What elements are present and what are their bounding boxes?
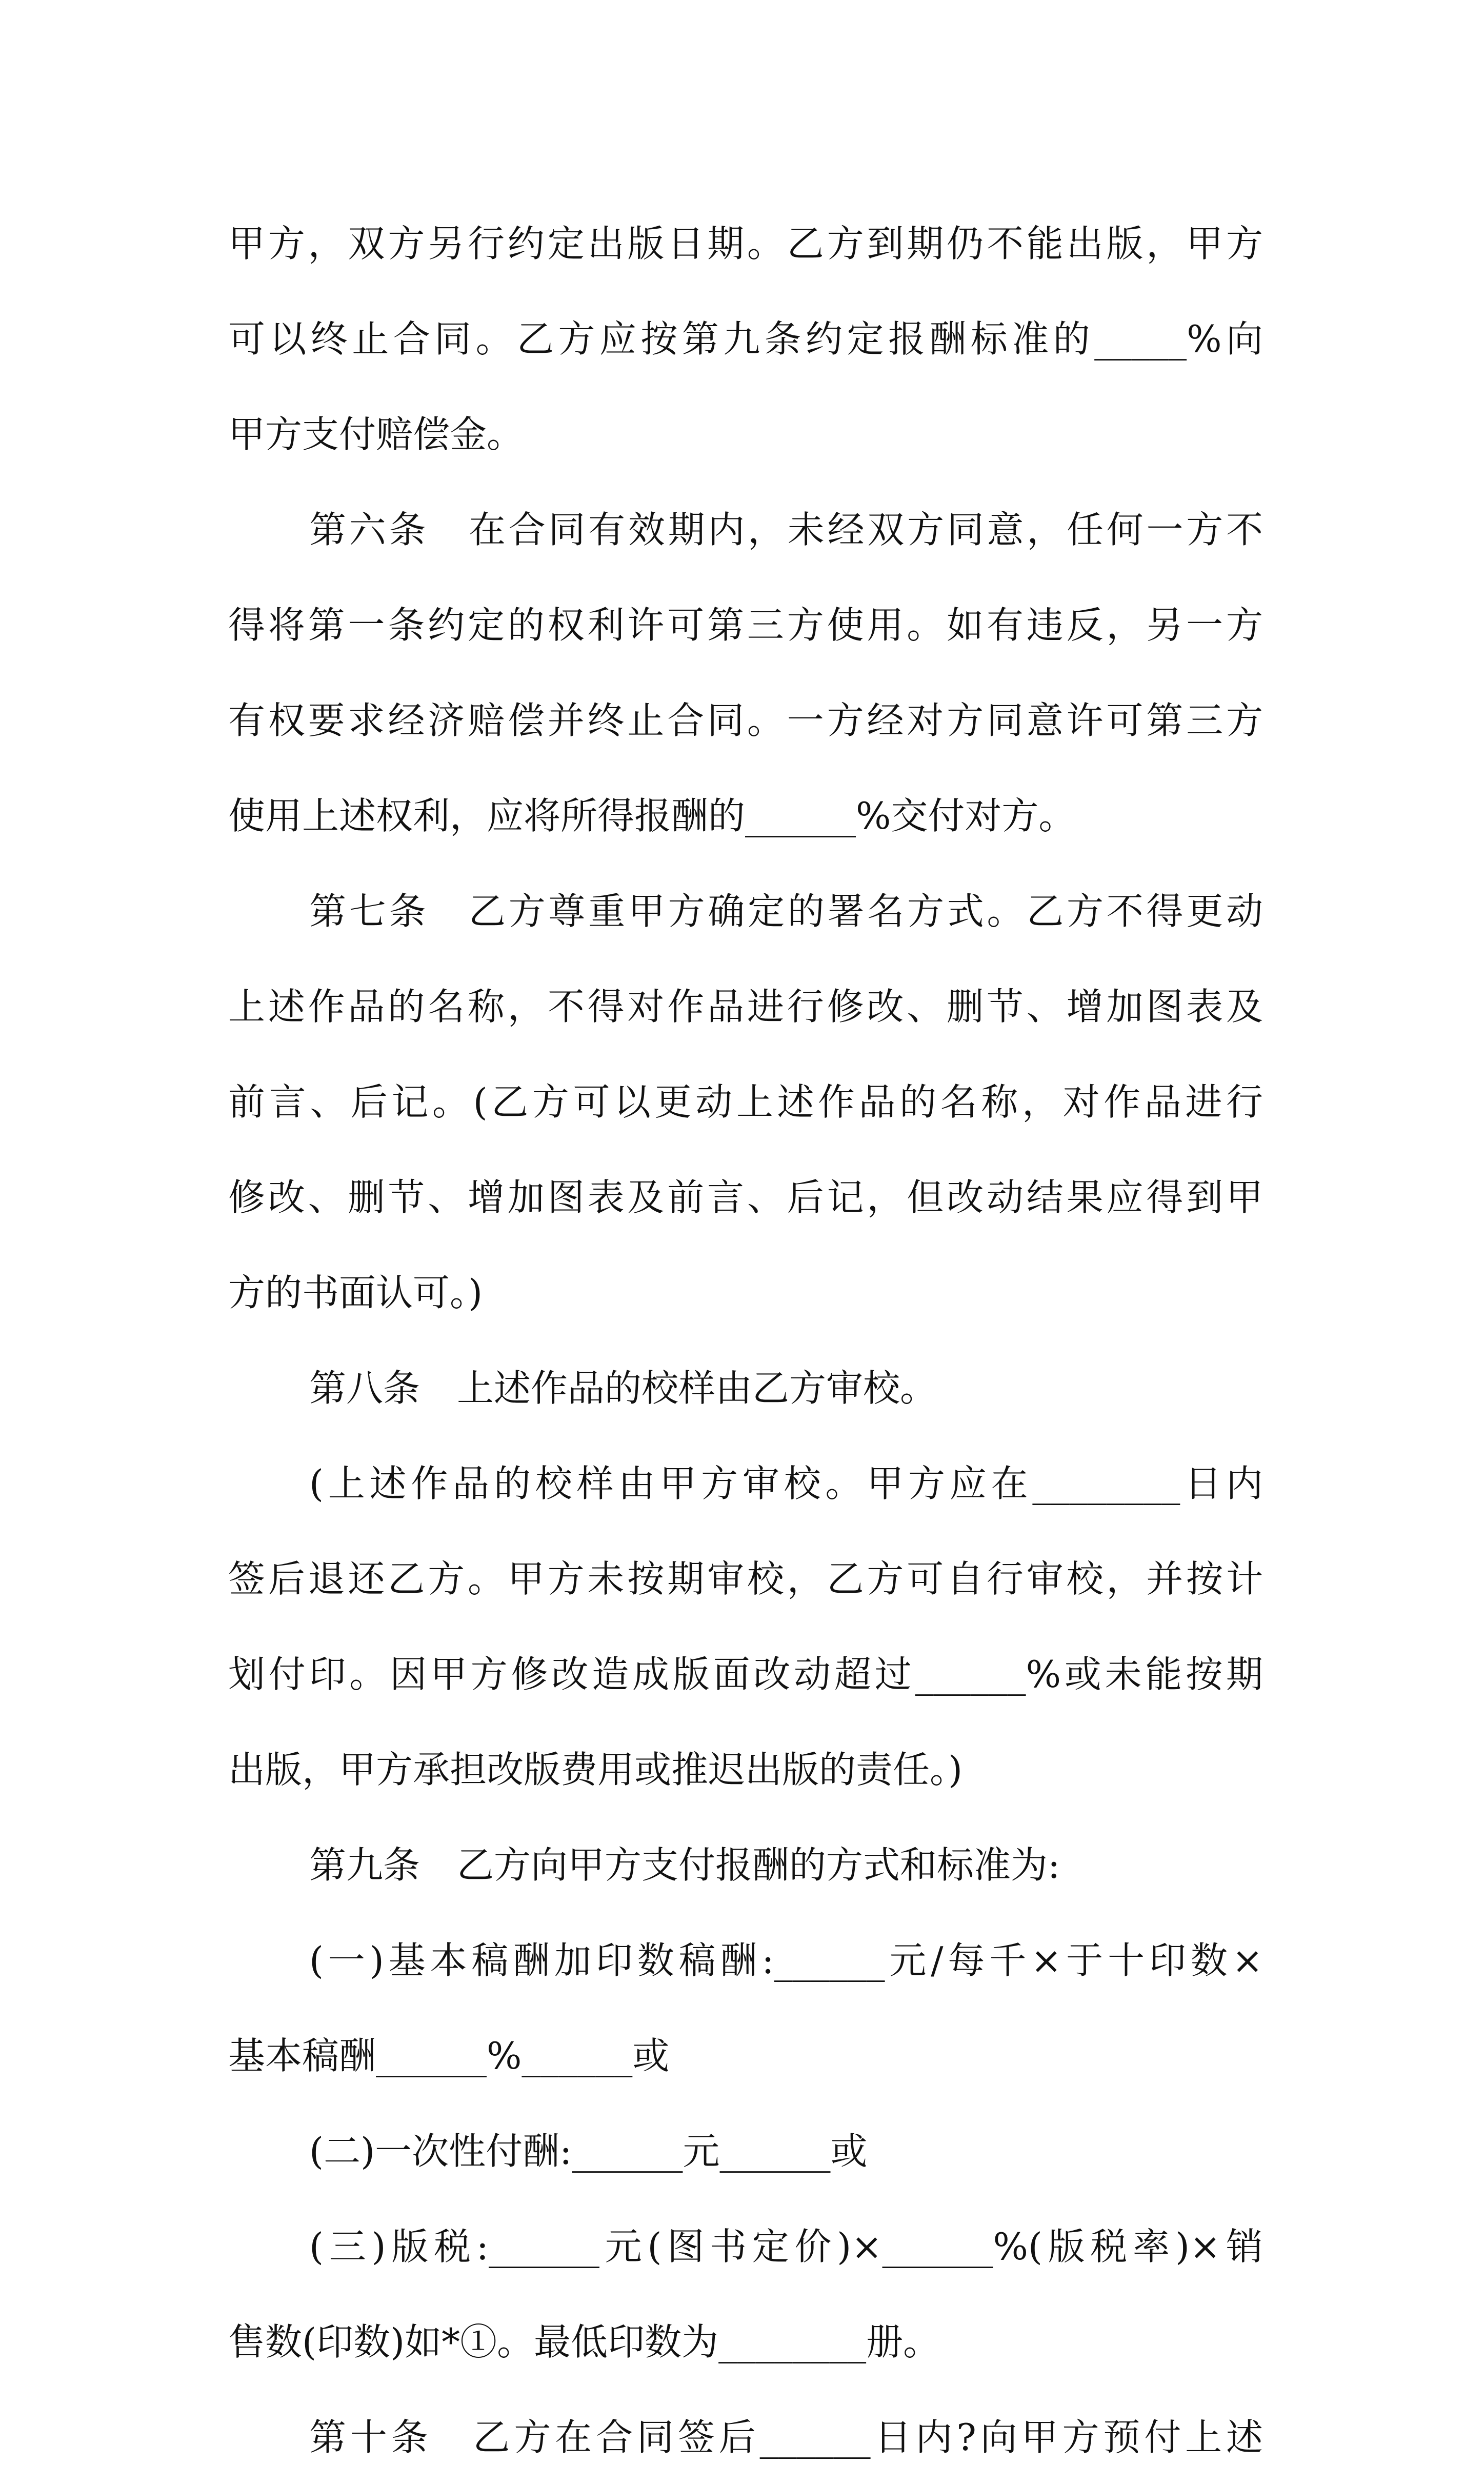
text-line: 签后退还乙方。甲方未按期审校，乙方可自行审校，并按计 [228, 1557, 1263, 1600]
text-line: 使用上述权利，应将所得报酬的______%交付对方。 [228, 794, 1076, 837]
article-8-heading-line: 第八条 上述作品的校样由乙方审校。 [309, 1367, 937, 1410]
text-line: 上述作品的名称，不得对作品进行修改、删节、增加图表及 [228, 985, 1263, 1028]
article-6-heading-line: 第六条 在合同有效期内，未经双方同意，任何一方不 [309, 508, 1263, 551]
text-line: 前言、后记。(乙方可以更动上述作品的名称，对作品进行 [228, 1080, 1263, 1124]
text-line: 修改、删节、增加图表及前言、后记，但改动结果应得到甲 [228, 1176, 1263, 1219]
text-line: 有权要求经济赔偿并终止合同。一方经对方同意许可第三方 [228, 699, 1263, 742]
text-line: (二)一次性付酬:______元______或 [309, 2130, 868, 2173]
article-7-heading-line: 第七条 乙方尊重甲方确定的署名方式。乙方不得更动 [309, 890, 1263, 933]
text-line: (一)基本稿酬加印数稿酬:______元/每千×于十印数× [309, 1939, 1263, 1982]
text-line: (上述作品的校样由甲方审校。甲方应在________日内 [309, 1462, 1263, 1505]
text-line: 出版，甲方承担改版费用或推迟出版的责任。) [228, 1748, 963, 1791]
text-line: 售数(印数)如*①。最低印数为________册。 [228, 2320, 940, 2363]
text-line: (三)版税:______元(图书定价)×______%(版税率)×销 [309, 2225, 1263, 2268]
article-9-heading-line: 第九条 乙方向甲方支付报酬的方式和标准为: [309, 1843, 1060, 1887]
text-line: 划付印。因甲方修改造成版面改动超过______%或未能按期 [228, 1653, 1263, 1696]
text-line: 基本稿酬______%______或 [228, 2034, 670, 2077]
article-10-heading-line: 第十条 乙方在合同签后______日内?向甲方预付上述 [309, 2416, 1263, 2459]
text-line: 可以终止合同。乙方应按第九条约定报酬标准的_____%向 [228, 317, 1263, 360]
text-line: 得将第一条约定的权利许可第三方使用。如有违反，另一方 [228, 604, 1263, 647]
text-line: 甲方支付赔偿金。 [228, 413, 524, 456]
text-line: 方的书面认可。) [228, 1271, 483, 1314]
text-line: 甲方，双方另行约定出版日期。乙方到期仍不能出版，甲方 [228, 222, 1263, 265]
contract-text [228, 196, 1263, 2485]
